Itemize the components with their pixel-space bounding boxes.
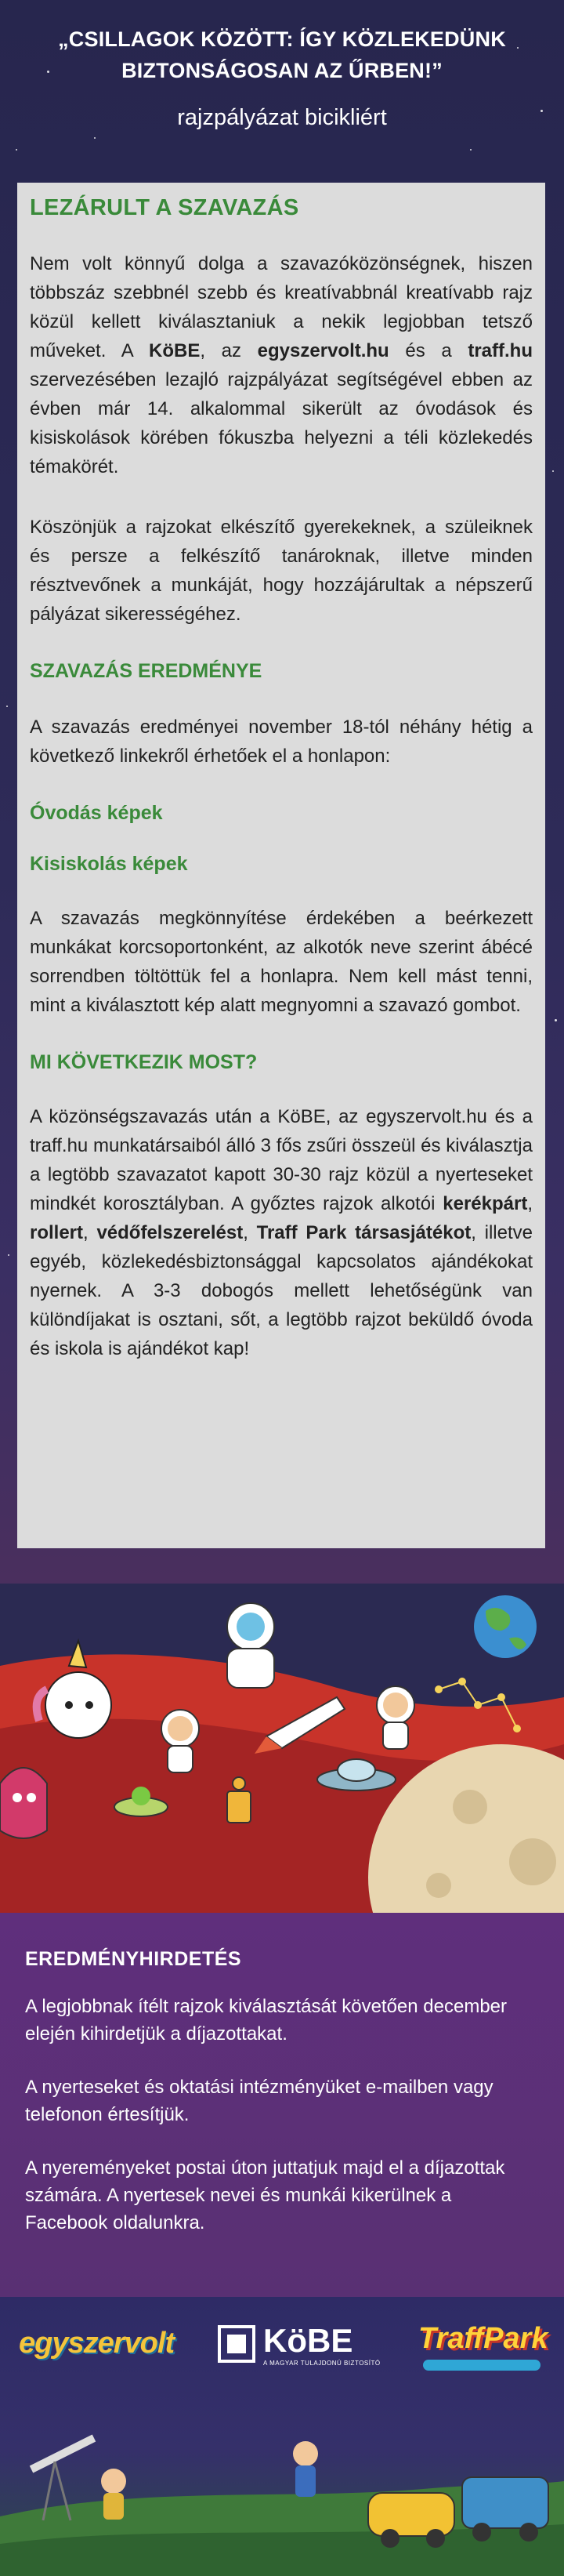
footer-illustration [0,2383,564,2576]
space-illustration [0,1548,564,1917]
traffpark-logo-text: TraffPark [418,2322,548,2355]
thanks-paragraph: Köszönjük a rajzokat elkészítő gyerekeknek, a szüleiknek és persze a felkészítő tanároknak, illetve minden résztvevőnek a munkáját, hogy hozzájárultak a népszerű pályázat sikerességéhez. [30,517,533,625]
content-card [17,183,545,1548]
whats-next-heading: MI KÖVETKEZIK MOST? [30,1051,258,1073]
link-school-pictures[interactable]: Kisiskolás képek [30,853,188,875]
voting-closed-heading: LEZÁRULT A SZAVAZÁS [30,195,299,220]
page-title [0,24,564,86]
kobe-logo-tagline: A MAGYAR TULAJDONÚ BIZTOSÍTÓ [263,2360,381,2367]
results-paragraph-1: A legjobbnak ítélt rajzok kiválasztását követően december elején kihirdetjük a díjazottakat. [25,1996,508,2044]
kobe-logo-name: KöBE [263,2322,353,2359]
page-header [0,24,564,131]
page-subtitle: rajzpályázat bicikliért [177,105,387,130]
results-paragraph-3: A nyereményeket postai úton juttatjuk majd el a díjazottak számára. A nyertesek nevei és munkái kikerülnek a Facebook oldalunkra. [25,2157,505,2233]
robot [227,1791,251,1823]
jury-paragraph: A közönségszavazás után a KöBE, az egyszervolt.hu és a traff.hu munkatársaiból álló 3 fős zsűri összeül és kiválasztja a legtöbb szavazatot kapott 30-30 rajz közül a nyerteseket mindkét korosztályban. A győztes rajzok alkotói kerékpárt, rollert, védőfelszerelést, Traff Park társasjátékot, illetve egyéb, közlekedésbiztonsággal kapcsolatos ajándékokat nyernek. A 3-3 dobogós mellett lehetőségünk van különdíjakat is osztani, sőt, a legtöbb rajzot beküldő óvoda és iskola is ajándékot kap! [30,1106,533,1359]
results-announcement-heading: EREDMÉNYHIRDETÉS [25,1948,242,1970]
traffpark-logo[interactable] [415,2320,548,2378]
egyszervolt-logo[interactable]: egyszervolt [19,2327,175,2360]
child-right [293,2441,318,2466]
results-announcement-section [0,1913,564,2297]
link-kindergarten-pictures[interactable]: Óvodás képek [30,802,163,824]
page-title-line1: „CSILLAGOK KÖZÖTT: ÍGY KÖZLEKEDÜNK [58,27,506,51]
kobe-logo-mark [218,2325,255,2363]
telescope-icon [31,2438,94,2469]
page-title-line2: BIZTONSÁGOSAN AZ ŰRBEN!” [121,59,443,82]
results-paragraph-2: A nyerteseket és oktatási intézményüket e-mailben vagy telefonon értesítjük. [25,2077,494,2125]
results-info-paragraph: A szavazás eredményei november 18-tól néhány hétig a következő linkekről érhetőek el a honlapon: [30,717,533,767]
yellow-car [368,2493,454,2536]
pink-monster [0,1768,47,1838]
voting-results-heading: SZAVAZÁS EREDMÉNYE [30,660,262,682]
voting-help-paragraph: A szavazás megkönnyítése érdekében a beérkezett munkákat korcsoportonként, az alkotók neve szerint ábécé sorrendben töltöttük fel a honlapra. Nem kell mást tenni, mint a kiválasztott kép alatt megnyomni a szavazó gombot. [30,908,533,1016]
unicorn-character [45,1672,111,1738]
child-left [101,2469,126,2494]
footer [0,2297,564,2576]
intro-paragraph: Nem volt könnyű dolga a szavazóközönségnek, hiszen többszáz szebbnél szebb és kreatívabbnál kreatívabb rajz közül kellett kiválasztaniuk a nekik legjobban tetsző műveket. A KöBE, az egyszervolt.hu és a traff.hu szervezésében lezajló rajzpályázat segítségével ebben az évben már 14. alkalommal sikerült az óvodások és kisiskolások körében fókuszba helyezni a téli közlekedés témakörét. [30,253,533,477]
traffpark-logo-ribbon [423,2360,540,2371]
blue-car [462,2477,548,2528]
